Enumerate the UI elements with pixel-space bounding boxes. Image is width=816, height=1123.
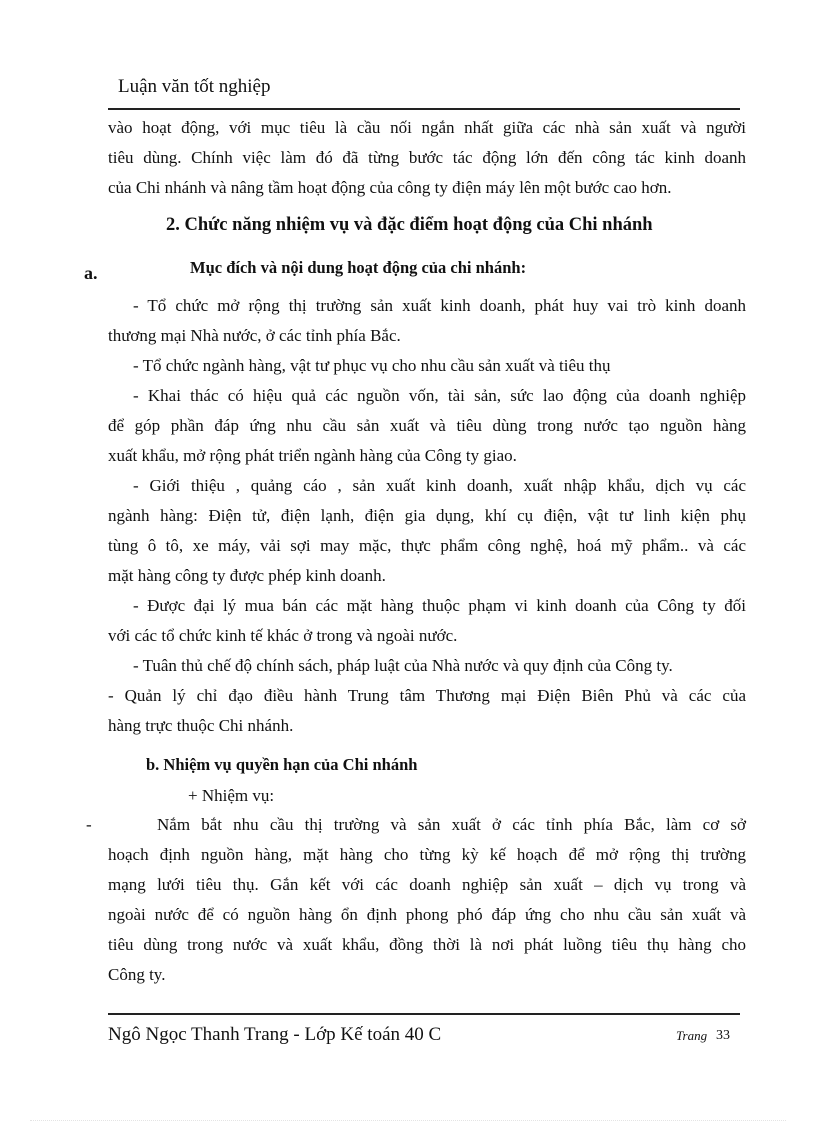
bullet-line: ngành hàng: Điện tử, điện lạnh, điện gia dụng, khí cụ điện, vật tư linh kiện phụ	[108, 506, 746, 525]
intro-line: tiêu dùng. Chính việc làm đó đã từng bước tác động lớn đến công tác kinh doanh	[108, 148, 746, 167]
header-title: Luận văn tốt nghiệp	[118, 76, 271, 97]
task-line: ngoài nước để có nguồn hàng ổn định phong phó đáp ứng cho nhu cầu sản xuất và	[108, 905, 746, 924]
task-marker: -	[86, 815, 92, 834]
bullet-line: - Tổ chức ngành hàng, vật tư phục vụ cho nhu cầu sản xuất và tiêu thụ	[133, 356, 611, 375]
bullet-line: - Được đại lý mua bán các mặt hàng thuộc phạm vi kinh doanh của Công ty đối	[133, 596, 746, 615]
intro-line: vào hoạt động, với mục tiêu là cầu nối ngắn nhất giữa các nhà sản xuất và người	[108, 118, 746, 137]
task-line: mạng lưới tiêu thụ. Gắn kết với các doanh nghiệp sản xuất – dịch vụ trong và	[108, 875, 746, 894]
bullet-line: hàng trực thuộc Chi nhánh.	[108, 716, 294, 735]
bullet-line: mặt hàng công ty được phép kinh doanh.	[108, 566, 386, 585]
bullet-line: - Tuân thủ chế độ chính sách, pháp luật của Nhà nước và quy định của Công ty.	[133, 656, 673, 675]
task-line: hoạch định nguồn hàng, mặt hàng cho từng kỳ kế hoạch để mở rộng thị trường	[108, 845, 746, 864]
subsection-a-marker: a.	[84, 263, 98, 283]
bullet-line: - Khai thác có hiệu quả các nguồn vốn, tài sản, sức lao động của doanh nghiệp	[133, 386, 746, 405]
section-heading: 2. Chức năng nhiệm vụ và đặc điểm hoạt động của Chi nhánh	[166, 215, 653, 235]
footer-author: Ngô Ngọc Thanh Trang - Lớp Kế toán 40 C	[108, 1024, 442, 1045]
bullet-line: - Giới thiệu , quảng cáo , sản xuất kinh doanh, xuất nhập khẩu, dịch vụ các	[133, 476, 746, 495]
subsection-a-heading: Mục đích và nội dung hoạt động của chi nhánh:	[190, 258, 527, 277]
bullet-line: với các tổ chức kinh tế khác ở trong và ngoài nước.	[108, 626, 458, 645]
task-line: Nắm bắt nhu cầu thị trường và sản xuất ở các tỉnh phía Bắc, làm cơ sở	[157, 815, 746, 834]
bullet-line: xuất khẩu, mở rộng phát triển ngành hàng của Công ty giao.	[108, 446, 517, 465]
header-rule	[108, 108, 740, 110]
task-line: tiêu dùng trong nước và xuất khẩu, đồng thời là nơi phát luồng tiêu thụ hàng cho	[108, 935, 746, 954]
bullet-line: để góp phần đáp ứng nhu cầu sản xuất và tiêu dùng trong nước tạo nguồn hàng	[108, 416, 746, 435]
page-number: 33	[716, 1028, 730, 1043]
bullet-line: tùng ô tô, xe máy, vải sợi may mặc, thực phẩm công nghệ, hoá mỹ phẩm.. và các	[108, 536, 746, 555]
bullet-line: thương mại Nhà nước, ở các tỉnh phía Bắc.	[108, 326, 401, 345]
intro-line: của Chi nhánh và nâng tầm hoạt động của công ty điện máy lên một bước cao hơn.	[108, 178, 672, 197]
bullet-line: - Quản lý chỉ đạo điều hành Trung tâm Thương mại Điện Biên Phủ và các của	[108, 686, 746, 705]
page-label: Trang	[676, 1028, 708, 1043]
task-line: Công ty.	[108, 965, 166, 984]
bullet-line: - Tổ chức mở rộng thị trường sản xuất kinh doanh, phát huy vai trò kinh doanh	[133, 296, 746, 315]
footer-rule	[108, 1013, 740, 1015]
subsection-b-heading: b. Nhiệm vụ quyền hạn của Chi nhánh	[146, 755, 418, 774]
bottom-dotted-divider	[30, 1120, 786, 1121]
subsection-b-subheading: + Nhiệm vụ:	[188, 786, 275, 805]
